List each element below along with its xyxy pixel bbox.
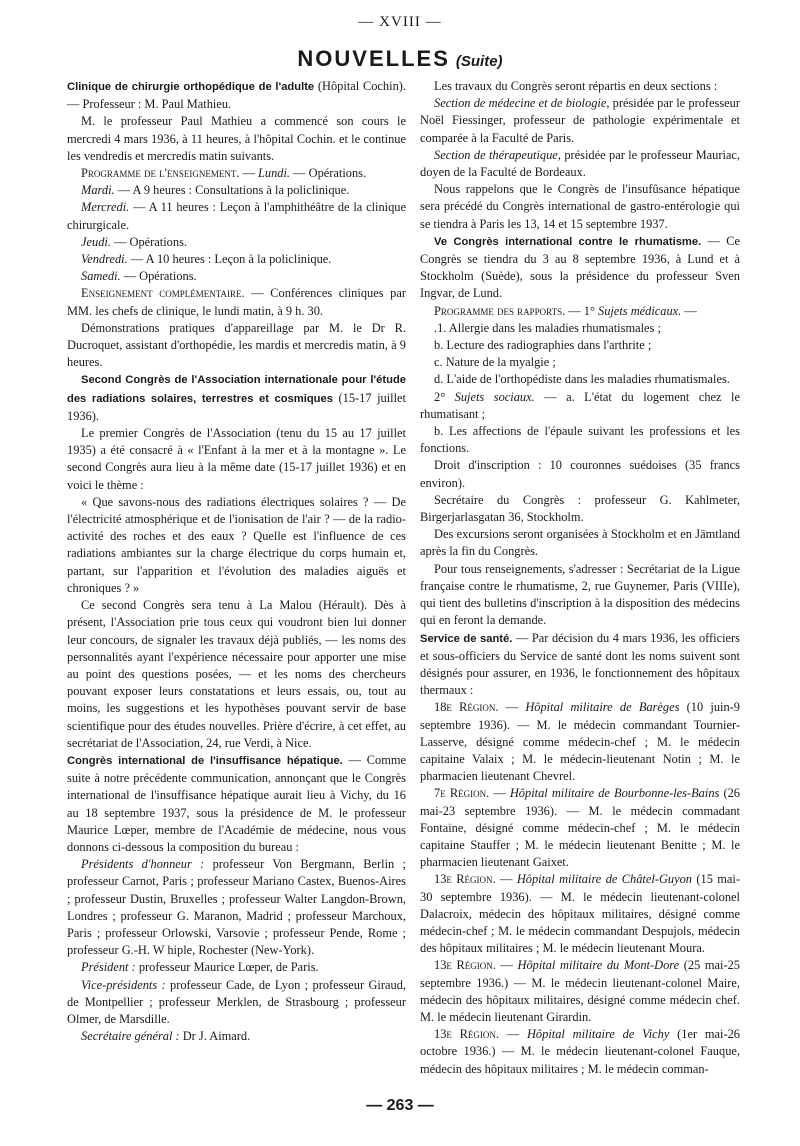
paragraph-run: — A 10 heures : Leçon à la policlinique. — [127, 252, 332, 267]
paragraph — [67, 285, 406, 319]
paragraph — [67, 78, 406, 113]
paragraph — [67, 234, 406, 251]
paragraph — [420, 78, 740, 95]
paragraph-run: — — [489, 786, 510, 801]
paragraph — [67, 182, 406, 199]
paragraph-run: Lundi. — [258, 166, 291, 181]
paragraph-run: Section de thérapeutique, — [434, 147, 561, 162]
paragraph-run: — Opérations. — [110, 234, 187, 249]
roman-page-header: — XVIII — — [358, 14, 442, 30]
paragraph-run: Second Congrès de l'Association internationale pour l'étude des radiations solaires, terrestres et cosmiques — [67, 374, 406, 405]
paragraph-run: — — [498, 700, 526, 715]
paragraph-run: b. Les affections de l'épaule suivant les professions et les fonctions. — [420, 424, 740, 456]
paragraph — [420, 957, 740, 1026]
paragraph — [420, 389, 740, 423]
paragraph-run: (15-17 juillet 1936). — [67, 390, 406, 423]
paragraph-run: Ve Congrès international contre le rhumatisme. — [434, 235, 702, 248]
paragraph-run: d. L'aide de l'orthopédiste dans les maladies rhumatismales. — [434, 372, 730, 387]
paragraph — [420, 233, 740, 303]
paragraph-run: Hôpital militaire de Bourbonne-les-Bains — [509, 786, 720, 801]
paragraph — [420, 371, 740, 388]
paragraph — [67, 425, 406, 494]
paragraph — [420, 354, 740, 371]
paragraph-run: — 1° — [565, 303, 599, 318]
paragraph-run: professeur Von Bergmann, Berlin ; professeur Carnot, Paris ; professeur Mariano Castex, Buenos-Aires ; professeur Dustin, Bruxelles ; professeur Walter Langdon-Brown, Londres ; professeur G. Maranon, Madrid ; professeur Marchoux, Paris ; professeur Orlowski, Varsovie ; professeur Pende, Rome ; professeur G.-H. W hiple, Rochester (New-York). — [67, 857, 406, 958]
paragraph — [420, 95, 740, 147]
paragraph-run: Secrétaire général : — [81, 1029, 180, 1044]
paragraph — [420, 303, 740, 320]
paragraph — [67, 752, 406, 856]
paragraph-run: — a. L'état du logement chez le rhumatisant ; — [420, 389, 740, 421]
paragraph-run: Les travaux du Congrès seront répartis en deux sections : — [434, 79, 718, 93]
heading-title: NOUVELLES — [297, 46, 450, 71]
paragraph-run: Hôpital militaire du Mont-Dore — [517, 958, 680, 973]
paragraph — [420, 785, 740, 871]
paragraph-run: (15 mai-30 septembre 1936). — M. le médecin lieutenant-colonel Dalacroix, médecin des hôpitaux militaires, désigné comme médecin-chef ; M. le médecin commandant Despujols, médecin des hôpitaux militaires ; M. le médecin lieutenant Moura. — [420, 872, 740, 956]
paragraph-run: Sujets sociaux. — [454, 389, 535, 404]
left-column — [67, 78, 406, 1045]
paragraph — [67, 165, 406, 182]
paragraph-run: Service de santé. — [420, 632, 513, 645]
paragraph-run: présidée par le professeur Mauriac, doyen de la Faculté de Bordeaux. — [420, 147, 740, 180]
paragraph-run: — — [681, 303, 697, 318]
paragraph — [420, 147, 740, 181]
paragraph — [420, 699, 740, 785]
paragraph — [67, 199, 406, 233]
paragraph-run: (Hôpital Cochin). — Professeur : M. Paul Mathieu. — [67, 79, 406, 112]
paragraph-run: (10 juin-9 septembre 1936). — M. le médecin commandant Tournier-Lasserve, désigné comme médecin-chef ; M. le médecin capitaine Valaix ; M. le médecin-lieutenant Notin ; M. le pharmacien lieutenant Chevrel. — [420, 700, 741, 784]
paragraph-run: — — [495, 872, 517, 887]
paragraph — [420, 492, 740, 526]
paragraph — [420, 526, 740, 560]
paragraph-run: c. Nature de la myalgie ; — [434, 355, 556, 370]
paragraph-run: — A 11 heures : Leçon à l'amphithéâtre de la clinique chirurgicale. — [67, 200, 406, 232]
paragraph-run: — Ce Congrès se tiendra du 3 au 8 septembre 1936, à Lund et à Stockholm (Suède), sous la présidence du professeur Sven Ingvar, de Lund. — [420, 233, 740, 301]
paragraph-run: 13e Région. — [434, 1027, 500, 1042]
paragraph-run: Hôpital militaire de Vichy — [526, 1027, 670, 1042]
paragraph-run: présidée par le professeur Noël Fiessinger, professeur de pathologie expérimentale et comparée à la Faculté de Paris. — [420, 96, 740, 145]
paragraph — [420, 320, 740, 337]
paragraph-run: Mardi. — [81, 183, 115, 198]
paragraph-run: — Opérations. — [290, 166, 367, 181]
paragraph — [420, 630, 740, 700]
page-number: — 263 — — [366, 1097, 434, 1114]
paragraph-run: — Comme suite à notre précédente communication, annonçant que le Congrès international de l'insuffisance hépatique aurait lieu à Vichy, du 16 au 18 septembre 1937, sous la présidence de M. le professeur Maurice Lœper, membre de l'Académie de médecine, nous vous donnons ci-dessous la composition du bureau : — [67, 752, 406, 854]
paragraph-run: Secrétaire du Congrès : professeur G. Kahlmeter, Birgerjarlasgatan 36, Stockholm. — [420, 492, 740, 525]
paragraph — [420, 871, 740, 957]
paragraph-run: — — [499, 1027, 527, 1042]
paragraph-run: (1er mai-26 octobre 1936.) — M. le médecin lieutenant-colonel Fauque, médecin des hôpitaux militaires ; M. le médecin comman- — [420, 1027, 740, 1076]
paragraph-run: 7e Région. — [434, 786, 490, 801]
section-heading — [0, 46, 800, 72]
heading-suite: (Suite) — [455, 53, 503, 70]
paragraph-run: (26 mai-23 septembre 1936). — M. le médecin commadant Fontaine, désigné comme médecin-chef ; M. le médecin capitaine Stauffer ; M. le médecin lieutenant Benitte ; M. le pharmacien lieutenant Gaixet. — [420, 786, 740, 870]
paragraph-run: Le premier Congrès de l'Association (tenu du 15 au 17 juillet 1935) a été consacré à « l'Enfant à la mer et à la montagne ». Le second Congrès aura lieu à la même date (15-17 juillet 1936) et en voici le thème : — [67, 426, 406, 492]
paragraph-run: Droit d'inscription : 10 couronnes suédoises (35 francs environ). — [420, 458, 740, 490]
paragraph-run: Président : — [81, 960, 136, 975]
paragraph-run: Des excursions seront organisées à Stockholm et en Jämtland après la fin du Congrès. — [420, 527, 740, 559]
paragraph — [67, 597, 406, 752]
paragraph — [67, 856, 406, 959]
paragraph-run: — Par décision du 4 mars 1936, les officiers et sous-officiers du Service de santé dont les noms suivent sont désignés pour assurer, en 1936, le fonctionnement des hôpitaux thermaux : — [420, 630, 741, 698]
paragraph — [420, 457, 740, 491]
paragraph — [67, 959, 406, 976]
paragraph-run: Présidents d'honneur : — [81, 857, 205, 872]
paragraph — [67, 1028, 406, 1045]
paragraph-run: Dr J. Aimard. — [179, 1029, 251, 1044]
paragraph-run: Pour tous renseignements, s'adresser : Secrétariat de la Ligue française contre le rhumatisme, 2, rue Guynemer, Paris (VIIIe), qui tient des bulletins d'inscription à la disposition des médecins qui en feront la demande. — [420, 561, 740, 628]
paragraph-run: professeur Cade, de Lyon ; professeur Giraud, de Montpellier ; professeur Merklen, de Strasbourg ; professeur Olmer, de Marsdille. — [67, 977, 406, 1026]
paragraph-run: Programme des rapports. — [434, 303, 566, 318]
paragraph — [420, 423, 740, 457]
paragraph-run: Vice-présidents : — [81, 977, 166, 992]
paragraph-run: — — [495, 958, 518, 973]
paragraph-run: Clinique de chirurgie orthopédique de l'adulte — [67, 81, 315, 93]
paragraph-run: — A 9 heures : Consultations à la policlinique. — [114, 183, 350, 198]
paragraph-run: b. Lecture des radiographies dans l'arthrite ; — [434, 338, 652, 353]
paragraph — [67, 113, 406, 165]
paragraph-run: Mercredi. — [81, 200, 130, 215]
paragraph-run: — Opérations. — [120, 269, 197, 284]
paragraph — [67, 494, 406, 597]
paragraph-run: Samedi. — [81, 269, 121, 284]
paragraph — [67, 268, 406, 285]
paragraph-run: Hôpital militaire de Châtel-Guyon — [516, 872, 692, 887]
paragraph — [420, 181, 740, 233]
paragraph — [420, 561, 740, 630]
right-column — [420, 78, 740, 1078]
paragraph-run: Nous rappelons que le Congrès de l'insufûsance hépatique sera précédé du Congrès international de gastro-entérologie qui se tiendra à Paris les 13, 14 et 15 septembre 1937. — [420, 182, 740, 231]
paragraph — [67, 320, 406, 372]
paragraph — [67, 977, 406, 1029]
paragraph-run: .1. Allergie dans les maladies rhumatismales ; — [434, 320, 661, 335]
paragraph-run: 2° — [434, 389, 455, 404]
paragraph-run: Démonstrations pratiques d'appareillage par M. le Dr R. Ducroquet, assistant d'orthopédie, les mardis et mercredis matin, à 9 heures. — [67, 320, 406, 370]
paragraph-run: — — [239, 166, 259, 181]
paragraph — [67, 251, 406, 268]
paragraph-run: Programme de l'enseignement. — [81, 166, 240, 181]
paragraph — [67, 371, 406, 425]
paragraph-run: Vendredi. — [81, 252, 128, 267]
paragraph-run: 13e Région. — [434, 958, 496, 973]
paragraph-run: (25 mai-25 septembre 1936.) — M. le médecin lieutenant-colonel Maire, médecin des hôpitaux militaires, désigné comme médecin chef. M. le médecin lieutenant Girardin. — [420, 958, 740, 1024]
paragraph-run: Enseignement complémentaire. — [81, 286, 245, 301]
paragraph-run: Sujets médicaux. — [598, 303, 682, 318]
paragraph-run: 18e Région. — [434, 700, 499, 715]
paragraph — [420, 1026, 740, 1078]
paragraph-run: « Que savons-nous des radiations électriques solaires ? — De l'électricité atmosphérique et de l'ionisation de l'air ? — de la radio-activité des roches et des eaux ? Quelle est l'influence de ces radiations ambiantes sur la charge électrique du corps humain et, partant, sur l'apparition et l'évolution des maladies aiguës et chroniques ? » — [67, 494, 406, 595]
paragraph-run: Hôpital militaire de Barèges — [525, 700, 680, 715]
paragraph-run: 13e Région. — [434, 872, 496, 887]
paragraph-run: Section de médecine et de biologie, — [434, 96, 610, 111]
paragraph-run: Congrès international de l'insuffisance hépatique. — [67, 754, 343, 767]
paragraph-run: professeur Maurice Lœper, de Paris. — [135, 960, 319, 975]
paragraph-run: M. le professeur Paul Mathieu a commencé son cours le mercredi 4 mars 1936, à 11 heures, à l'hôpital Cochin. et le continue les vendredis et mercredis matin suivants. — [67, 114, 406, 163]
paragraph-run: Jeudi. — [81, 234, 111, 249]
paragraph — [420, 337, 740, 354]
paragraph-run: Ce second Congrès sera tenu à La Malou (Hérault). Dès à présent, l'Association prie tous ceux qui voudront bien lui donner leur concours, de signaler les travaux déjà publiés, — les noms des personnalités ayant l'expérience nécessaire pour apporter une mise au point des questions posées, — et les noms des chercheurs pouvant exposer leurs constatations et leurs essais, ou, tout au moins, les suggestions et les hypothèses pouvant servir de base scientifique pour des études nouvelles. Prière d'écrire, à cet effet, au secrétariat de l'Association, 24, rue Verdi, à Nice. — [67, 598, 406, 750]
paragraph-run: — Conférences cliniques par MM. les chefs de clinique, le lundi matin, à 9 h. 30. — [67, 286, 406, 318]
